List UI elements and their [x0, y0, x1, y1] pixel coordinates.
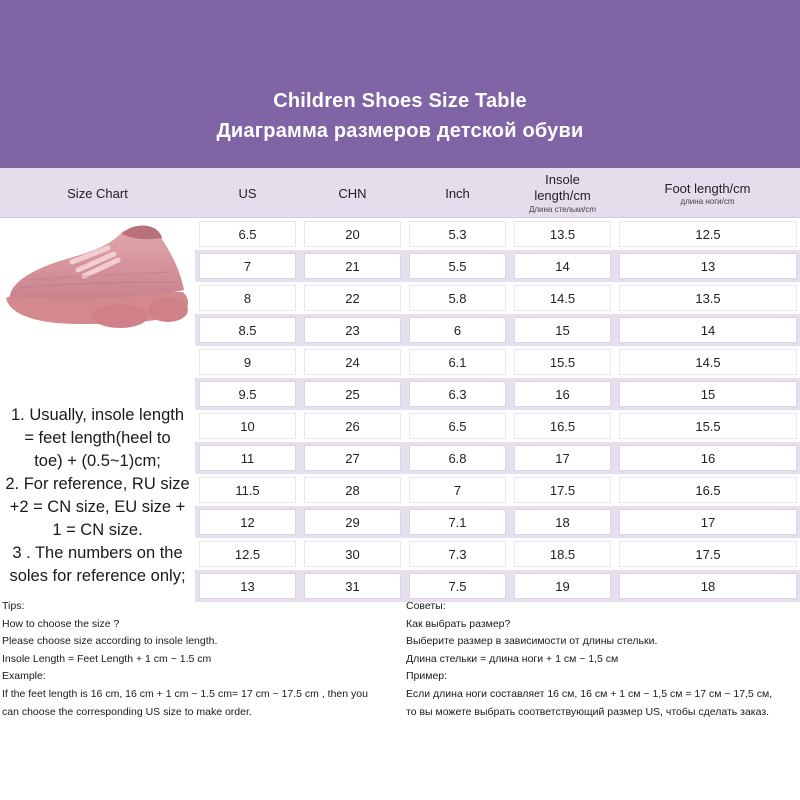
cell-chn: 29 — [304, 509, 401, 535]
header-foot: Foot length/cm длина ноги/cm — [664, 180, 751, 206]
cell-inch: 7.5 — [409, 573, 506, 599]
cell-foot: 16.5 — [619, 477, 797, 503]
title-banner — [0, 0, 800, 168]
cell-chn: 30 — [304, 541, 401, 567]
cell-inch: 7.1 — [409, 509, 506, 535]
table-row — [195, 474, 800, 506]
table-row — [195, 250, 800, 282]
title-russian: Диаграмма размеров детской обуви — [216, 120, 584, 142]
note-line: 1 = CN size. — [52, 521, 143, 539]
cell-us: 8 — [199, 285, 296, 311]
note-line: 2. For reference, RU size — [5, 475, 190, 493]
header-us: US — [238, 185, 257, 201]
tip-line: Советы: — [406, 600, 446, 612]
cell-chn: 22 — [304, 285, 401, 311]
cell-us: 10 — [199, 413, 296, 439]
cell-insole: 17.5 — [514, 477, 611, 503]
cell-chn: 27 — [304, 445, 401, 471]
cell-chn: 28 — [304, 477, 401, 503]
table-row — [195, 442, 800, 474]
note-line: toe) + (0.5~1)cm; — [34, 452, 161, 470]
tip-line: Please choose size according to insole length. — [2, 635, 218, 648]
table-row — [195, 410, 800, 442]
header-size-chart: Size Chart — [67, 185, 128, 201]
cell-insole: 16.5 — [514, 413, 611, 439]
cell-chn: 20 — [304, 221, 401, 247]
tip-line: Как выбрать размер? — [406, 617, 511, 630]
cell-us: 13 — [199, 573, 296, 599]
cell-foot: 13 — [619, 253, 797, 279]
note-line: soles for reference only; — [9, 567, 186, 585]
table-row — [195, 378, 800, 410]
cell-inch: 7.3 — [409, 541, 506, 567]
cell-insole: 14 — [514, 253, 611, 279]
cell-insole: 19 — [514, 573, 611, 599]
note-line: 1. Usually, insole length — [10, 406, 185, 424]
cell-inch: 6 — [409, 317, 506, 343]
cell-foot: 15.5 — [619, 413, 797, 439]
size-notes — [0, 404, 195, 588]
table-row — [195, 282, 800, 314]
tip-line: Выберите размер в зависимости от длины стельки. — [406, 635, 658, 648]
cell-inch: 6.1 — [409, 349, 506, 375]
title-english: Children Shoes Size Table — [273, 90, 527, 112]
cell-insole: 16 — [514, 381, 611, 407]
cell-foot: 17.5 — [619, 541, 797, 567]
table-row — [195, 506, 800, 538]
tip-line: Если длина ноги составляет 16 см, 16 см + 1 см ~ 1,5 см = 17 см ~ 17,5 см, — [406, 687, 773, 700]
cell-inch: 6.3 — [409, 381, 506, 407]
tip-line: Example: — [2, 670, 46, 683]
cell-us: 9 — [199, 349, 296, 375]
cell-insole: 13.5 — [514, 221, 611, 247]
tips-english — [2, 598, 402, 721]
table-row — [195, 346, 800, 378]
table-row — [195, 218, 800, 250]
shoe-image — [0, 218, 195, 343]
cell-foot: 15 — [619, 381, 797, 407]
tip-line: If the feet length is 16 cm, 16 cm + 1 cm ~ 1.5 cm= 17 cm ~ 17.5 cm , then you — [2, 687, 368, 700]
note-line: = feet length(heel to — [24, 429, 171, 447]
cell-inch: 5.3 — [409, 221, 506, 247]
cell-us: 12.5 — [199, 541, 296, 567]
cell-us: 12 — [199, 509, 296, 535]
cell-us: 9.5 — [199, 381, 296, 407]
cell-us: 11.5 — [199, 477, 296, 503]
tip-line: то вы можете выбрать соответствующий размер US, чтобы сделать заказ. — [406, 705, 770, 718]
cell-inch: 5.8 — [409, 285, 506, 311]
cell-insole: 14.5 — [514, 285, 611, 311]
table-row — [195, 314, 800, 346]
cell-insole: 18.5 — [514, 541, 611, 567]
cell-inch: 7 — [409, 477, 506, 503]
cell-inch: 6.8 — [409, 445, 506, 471]
cell-insole: 15.5 — [514, 349, 611, 375]
size-table — [195, 218, 800, 602]
cell-foot: 12.5 — [619, 221, 797, 247]
header-chn: CHN — [338, 185, 367, 201]
cell-chn: 31 — [304, 573, 401, 599]
note-line: +2 = CN size, EU size + — [9, 498, 186, 516]
cell-us: 6.5 — [199, 221, 296, 247]
cell-us: 8.5 — [199, 317, 296, 343]
cell-inch: 5.5 — [409, 253, 506, 279]
cell-foot: 16 — [619, 445, 797, 471]
table-row — [195, 538, 800, 570]
cell-foot: 14 — [619, 317, 797, 343]
cell-chn: 25 — [304, 381, 401, 407]
note-line: 3 . The numbers on the — [12, 544, 183, 562]
cell-insole: 17 — [514, 445, 611, 471]
cell-chn: 26 — [304, 413, 401, 439]
cell-chn: 23 — [304, 317, 401, 343]
cell-insole: 18 — [514, 509, 611, 535]
cell-chn: 24 — [304, 349, 401, 375]
tip-line: can choose the corresponding US size to make order. — [2, 705, 252, 718]
tip-line: Длина стельки = длина ноги + 1 см ~ 1,5 см — [406, 652, 619, 665]
cell-insole: 15 — [514, 317, 611, 343]
tip-line: Tips: — [2, 600, 25, 612]
header-insole: Insole length/cm Длина стельки/cm — [528, 172, 597, 214]
cell-foot: 17 — [619, 509, 797, 535]
cell-foot: 14.5 — [619, 349, 797, 375]
cell-foot: 18 — [619, 573, 797, 599]
cell-foot: 13.5 — [619, 285, 797, 311]
tip-line: Пример: — [406, 670, 448, 683]
pink-sneaker-icon — [0, 218, 195, 343]
tip-line: Insole Length = Feet Length + 1 cm ~ 1.5 cm — [2, 652, 212, 665]
cell-us: 11 — [199, 445, 296, 471]
cell-inch: 6.5 — [409, 413, 506, 439]
tips-russian — [406, 598, 800, 721]
table-header — [0, 168, 800, 218]
header-inch: Inch — [445, 185, 470, 201]
cell-chn: 21 — [304, 253, 401, 279]
tip-line: How to choose the size ? — [2, 617, 120, 630]
cell-us: 7 — [199, 253, 296, 279]
